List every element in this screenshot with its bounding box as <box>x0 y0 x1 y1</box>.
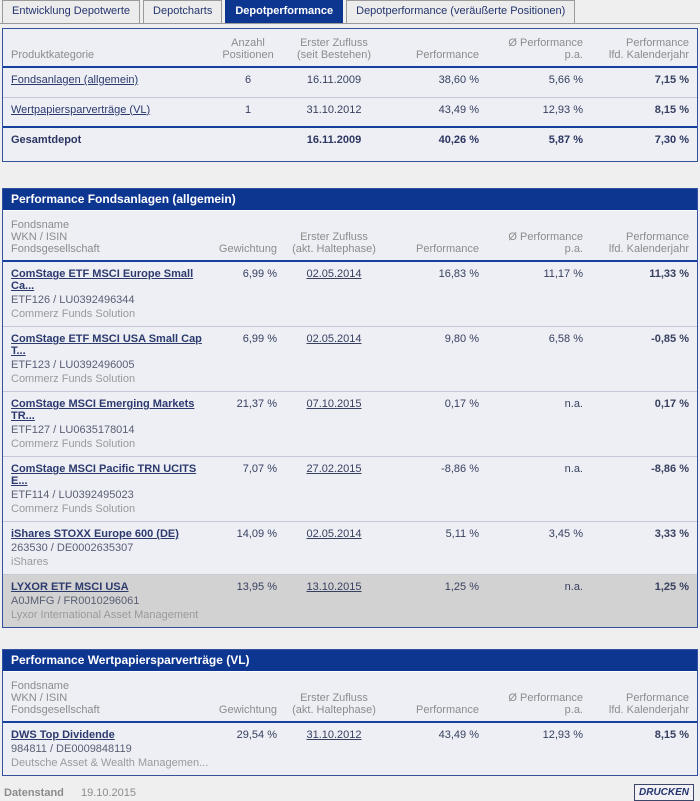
fund-performance-pa: n.a. <box>483 575 587 628</box>
first-inflow-link[interactable]: 07.10.2015 <box>306 398 362 410</box>
fund-name-link[interactable]: LYXOR ETF MSCI USA <box>11 581 129 593</box>
fund-performance-pa: 12,93 % <box>542 729 583 741</box>
footer <box>0 778 700 801</box>
summary-panel <box>2 28 698 162</box>
fund-performance: 1,25 % <box>387 575 483 628</box>
summary-count: 6 <box>244 74 252 86</box>
total-count <box>215 127 281 161</box>
summary-performance: 38,60 % <box>438 74 479 86</box>
fund-weight: 14,09 % <box>215 522 281 575</box>
total-performance: 40,26 % <box>387 127 483 161</box>
first-inflow-link[interactable]: 02.05.2014 <box>306 333 362 345</box>
section-fondsanlagen-panel <box>2 188 698 628</box>
summary-total-row <box>3 127 697 161</box>
datenstand-label: Datenstand <box>4 786 64 799</box>
header-gewichtung: Gewichtung <box>215 672 281 722</box>
fund-company: Commerz Funds Solution <box>11 503 136 515</box>
fund-performance: -8,86 % <box>387 457 483 522</box>
fund-performance-pa: 6,58 % <box>483 327 587 392</box>
fund-performance: 5,11 % <box>387 522 483 575</box>
summary-table <box>3 29 697 161</box>
summary-count: 1 <box>215 97 281 127</box>
fund-performance: 16,83 % <box>438 268 479 280</box>
header-performance-pa: Ø Performance p.a. <box>483 211 587 261</box>
fund-weight: 13,95 % <box>215 575 281 628</box>
category-link-wertpapiersparvertraege[interactable]: Wertpapiersparverträge (VL) <box>11 103 151 116</box>
header-erster-zufluss: Erster Zufluss (akt. Haltephase) <box>281 672 387 722</box>
print-button[interactable]: DRUCKEN <box>634 784 694 801</box>
header-erster-zufluss: Erster Zufluss (seit Bestehen) <box>281 29 387 67</box>
header-performance-pa: Ø Performance p.a. <box>483 672 587 722</box>
fund-row <box>3 392 697 457</box>
fund-wkn-isin: ETF127 / LU0635178014 <box>11 424 135 436</box>
fund-performance: 0,17 % <box>387 392 483 457</box>
fund-company: Commerz Funds Solution <box>11 438 136 450</box>
first-inflow-link[interactable]: 27.02.2015 <box>306 463 362 475</box>
fund-company: Lyxor International Asset Management <box>11 609 199 621</box>
summary-first-inflow: 16.11.2009 <box>306 74 362 86</box>
fund-row <box>3 457 697 522</box>
fund-wkn-isin: A0JMFG / FR0010296061 <box>11 595 140 607</box>
header-erster-zufluss: Erster Zufluss (akt. Haltephase) <box>281 211 387 261</box>
fund-name-link[interactable]: ComStage MSCI Emerging Markets TR... <box>11 398 195 422</box>
header-performance-pa: Ø Performance p.a. <box>483 29 587 67</box>
tab-depotperformance[interactable]: Depotperformance <box>225 0 343 23</box>
summary-performance: 43,49 % <box>387 97 483 127</box>
fund-performance-pa: 3,45 % <box>483 522 587 575</box>
header-gewichtung: Gewichtung <box>215 211 281 261</box>
fund-row <box>3 327 697 392</box>
fund-performance-ytd: 1,25 % <box>587 575 697 628</box>
fund-row <box>3 261 697 327</box>
fund-performance-pa: 11,17 % <box>543 268 583 280</box>
header-fondsname: Fondsname WKN / ISIN Fondsgesellschaft <box>3 672 215 722</box>
section-title: Performance Fondsanlagen (allgemein) <box>3 189 697 211</box>
fund-row <box>3 575 697 628</box>
first-inflow-link[interactable]: 31.10.2012 <box>306 729 362 741</box>
fund-name-link[interactable]: ComStage MSCI Pacific TRN UCITS E... <box>11 463 197 487</box>
fund-wkn-isin: ETF114 / LU0392495023 <box>11 489 134 501</box>
summary-first-inflow: 31.10.2012 <box>281 97 387 127</box>
fund-weight: 6,99 % <box>242 268 277 280</box>
fund-performance-ytd: -8,86 % <box>587 457 697 522</box>
section-wertpapiersparvertraege-panel <box>2 649 698 776</box>
tab-depotperformance-veraeusserte[interactable]: Depotperformance (veräußerte Positionen) <box>346 0 575 23</box>
fund-performance-pa: n.a. <box>483 457 587 522</box>
header-performance: Performance <box>387 672 483 722</box>
total-label: Gesamtdepot <box>3 127 215 161</box>
tab-bar <box>0 0 700 24</box>
fund-company: Deutsche Asset & Wealth Managemen... <box>11 757 209 769</box>
fund-wkn-isin: ETF123 / LU0392496005 <box>11 359 135 371</box>
tab-depotcharts[interactable]: Depotcharts <box>143 0 222 23</box>
fund-weight: 7,07 % <box>215 457 281 522</box>
tab-entwicklung-depotwerte[interactable]: Entwicklung Depotwerte <box>2 0 140 23</box>
summary-row-wertpapiersparvertraege <box>3 97 697 127</box>
section-title: Performance Wertpapiersparverträge (VL) <box>3 650 697 672</box>
first-inflow-link[interactable]: 13.10.2015 <box>306 581 362 593</box>
summary-header-row <box>3 29 697 67</box>
fund-company: Commerz Funds Solution <box>11 373 136 385</box>
fund-name-link[interactable]: ComStage ETF MSCI USA Small Cap T... <box>11 333 202 357</box>
fund-name-link[interactable]: DWS Top Dividende <box>11 729 115 741</box>
fund-company: Commerz Funds Solution <box>11 308 136 320</box>
fund-weight: 6,99 % <box>215 327 281 392</box>
header-performance-ytd: Performance lfd. Kalenderjahr <box>587 672 697 722</box>
header-performance-ytd: Performance lfd. Kalenderjahr <box>587 211 697 261</box>
fund-weight: 21,37 % <box>215 392 281 457</box>
total-first-inflow: 16.11.2009 <box>281 127 387 161</box>
header-fondsname: Fondsname WKN / ISIN Fondsgesellschaft <box>3 211 215 261</box>
datenstand <box>4 787 136 799</box>
fund-row <box>3 522 697 575</box>
header-performance: Performance <box>387 29 483 67</box>
total-performance-pa: 5,87 % <box>483 127 587 161</box>
fund-wkn-isin: 984811 / DE0009848119 <box>11 743 132 755</box>
header-anzahl-positionen: Anzahl Positionen <box>215 29 281 67</box>
summary-performance-ytd: 8,15 % <box>587 97 697 127</box>
fund-performance: 43,49 % <box>438 729 479 741</box>
total-performance-ytd: 7,30 % <box>587 127 697 161</box>
fund-weight: 29,54 % <box>236 729 277 741</box>
summary-performance-pa: 12,93 % <box>483 97 587 127</box>
fund-header-row <box>3 211 697 261</box>
datenstand-value: 19.10.2015 <box>80 786 137 799</box>
first-inflow-link[interactable]: 02.05.2014 <box>306 528 362 540</box>
summary-performance-pa: 5,66 % <box>548 74 583 86</box>
fund-performance-pa: n.a. <box>483 392 587 457</box>
fund-name-link[interactable]: ComStage ETF MSCI Europe Small Ca... <box>11 268 194 292</box>
fund-name-link[interactable]: iShares STOXX Europe 600 (DE) <box>11 528 179 540</box>
fund-wkn-isin: ETF126 / LU0392496344 <box>11 294 135 306</box>
first-inflow-link[interactable]: 02.05.2014 <box>306 268 362 280</box>
fund-row <box>3 722 697 775</box>
fund-company: iShares <box>11 556 49 568</box>
fund-header-row <box>3 672 697 722</box>
category-link-fondsanlagen[interactable]: Fondsanlagen (allgemein) <box>11 74 139 86</box>
header-performance-ytd: Performance lfd. Kalenderjahr <box>587 29 697 67</box>
summary-row-fondsanlagen <box>3 67 697 97</box>
header-produktkategorie: Produktkategorie <box>3 29 215 67</box>
fund-performance: 9,80 % <box>387 327 483 392</box>
summary-performance-ytd: 7,15 % <box>654 74 689 86</box>
fund-performance-ytd: 0,17 % <box>587 392 697 457</box>
fund-performance-ytd: -0,85 % <box>587 327 697 392</box>
header-performance: Performance <box>387 211 483 261</box>
fund-performance-ytd: 11,33 % <box>649 268 689 280</box>
fund-performance-ytd: 8,15 % <box>654 729 689 741</box>
fund-performance-ytd: 3,33 % <box>587 522 697 575</box>
fund-wkn-isin: 263530 / DE0002635307 <box>11 542 134 554</box>
